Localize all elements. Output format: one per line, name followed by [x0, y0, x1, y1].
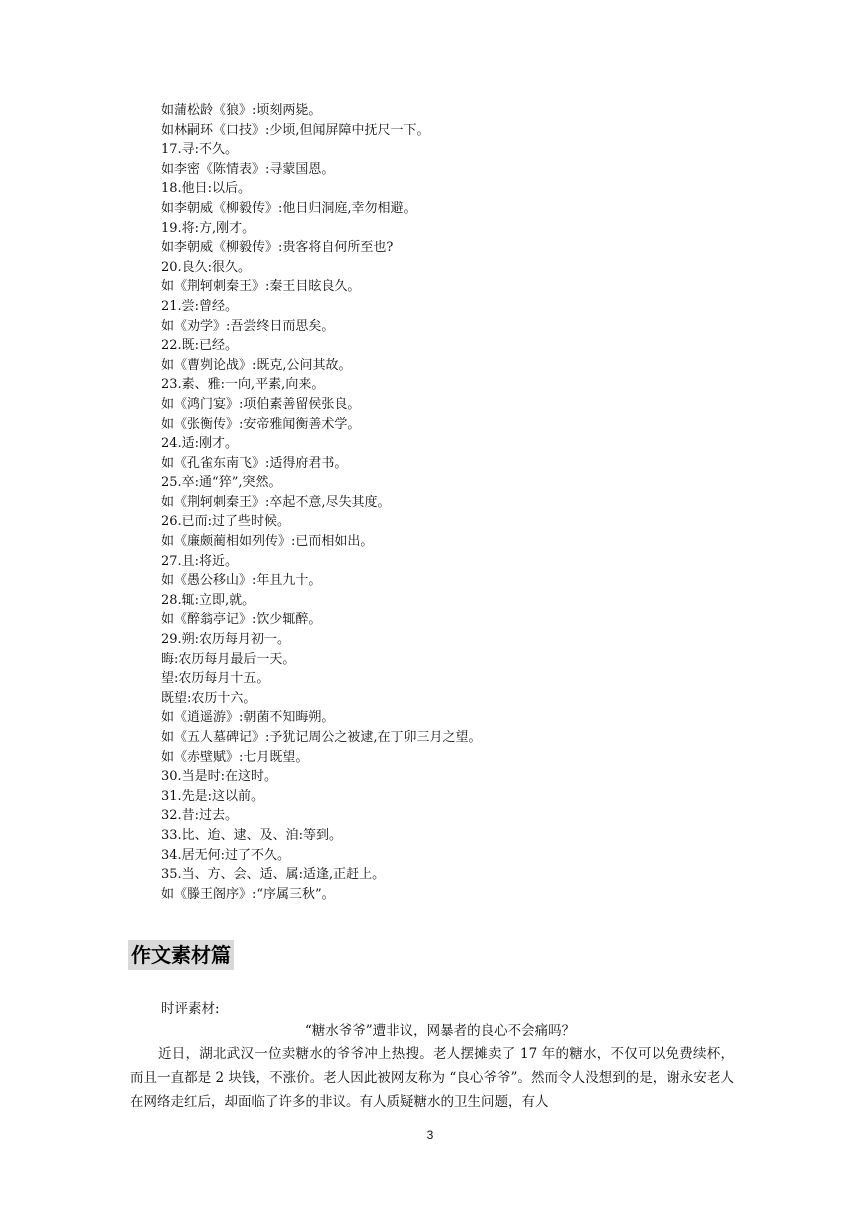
- list-line: 24.适:刚才。: [161, 436, 239, 452]
- list-line: 如《滕王阁序》:“序属三秋”。: [161, 886, 335, 902]
- list-line: 28.辄:立即,就。: [161, 592, 256, 608]
- list-line: 30.当是时:在这时。: [161, 769, 278, 785]
- vocabulary-list: [161, 101, 761, 904]
- list-line: 如《逍遥游》:朝菌不知晦朔。: [161, 710, 335, 726]
- page-number: 3: [426, 1128, 434, 1142]
- list-line: 如《荆轲刺秦王》:卒起不意,尽失其度。: [161, 494, 391, 510]
- list-line: 如《荆轲刺秦王》:秦王目眩良久。: [161, 279, 361, 295]
- list-line: 如《孔雀东南飞》:适得府君书。: [161, 455, 348, 471]
- list-line: 34.居无何:过了不久。: [161, 847, 291, 863]
- list-line: 19.将:方,刚才。: [161, 220, 256, 236]
- article-title: “糖水爷爷”遭非议，网暴者的良心不会痛吗？: [304, 1023, 576, 1039]
- list-line: 如《廉颇蔺相如列传》:已而相如出。: [161, 534, 374, 550]
- list-line: 如李朝威《柳毅传》:贵客将自何所至也?: [161, 240, 394, 256]
- list-line: 35.当、方、会、适、属:适逢,正赶上。: [161, 867, 386, 883]
- list-line: 23.素、雅:一向,平素,向来。: [161, 377, 325, 393]
- list-line: 如《曹刿论战》:既克,公问其故。: [161, 357, 352, 373]
- list-line: 25.卒:通“猝”,突然。: [161, 475, 282, 491]
- list-line: 22.既:已经。: [161, 338, 239, 354]
- list-line: 如《醉翁亭记》:饮少辄醉。: [161, 612, 322, 628]
- list-line: 如《赤壁赋》:七月既望。: [161, 749, 309, 765]
- list-line: 26.已而:过了些时候。: [161, 514, 291, 530]
- list-line: 如李朝威《柳毅传》:他日归洞庭,幸勿相避。: [161, 200, 417, 216]
- section-title: 作文素材篇: [128, 940, 234, 970]
- list-line: 如《张衡传》:安帝雅闻衡善术学。: [161, 416, 361, 432]
- list-line: 晦:农历每月最后一天。: [161, 651, 296, 667]
- list-line: 如《劝学》:吾尝终日而思矣。: [161, 318, 335, 334]
- list-line: 如《愚公移山》:年且九十。: [161, 573, 322, 589]
- list-line: 如《五人墓碑记》:予犹记周公之被逮,在丁卯三月之望。: [161, 730, 482, 745]
- list-line: 32.昔:过去。: [161, 808, 239, 824]
- list-line: 如林嗣环《口技》:少顷,但闻屏障中抚尺一下。: [161, 122, 430, 138]
- list-line: 29.朔:农历每月初一。: [161, 632, 291, 648]
- list-line: 18.他日:以后。: [161, 181, 252, 197]
- list-line: 既望:农历十六。: [161, 690, 257, 706]
- list-line: 如李密《陈情表》:寻蒙国恩。: [161, 161, 335, 177]
- article-paragraph: 近日，湖北武汉一位卖糖水的爷爷冲上热搜。老人摆摊卖了 17 年的糖水，不仅可以免费续杯，而且一直都是 2 块钱，不涨价。老人因此被网友称为 “良心爷爷”。然而令人没想到的是，谢永安老人在网络走红后，却面临了许多的非议。有人质疑糖水的卫生问题，有人: [130, 1046, 734, 1110]
- list-line: 如《鸿门宴》:项伯素善留侯张良。: [161, 396, 361, 412]
- list-line: 21.尝:曾经。: [161, 298, 239, 314]
- list-line: 望:农历每月十五。: [161, 671, 270, 687]
- list-line: 17.寻:不久。: [161, 142, 239, 158]
- material-label: 时评素材:: [161, 1001, 220, 1017]
- list-line: 20.良久:很久。: [161, 259, 252, 275]
- list-line: 31.先是:这以前。: [161, 788, 265, 804]
- list-line: 27.且:将近。: [161, 553, 239, 569]
- list-line: 如蒲松龄《狼》:顷刻两毙。: [161, 103, 322, 118]
- essay-material: [130, 998, 734, 1114]
- list-line: 33.比、迨、逮、及、洎:等到。: [161, 827, 343, 843]
